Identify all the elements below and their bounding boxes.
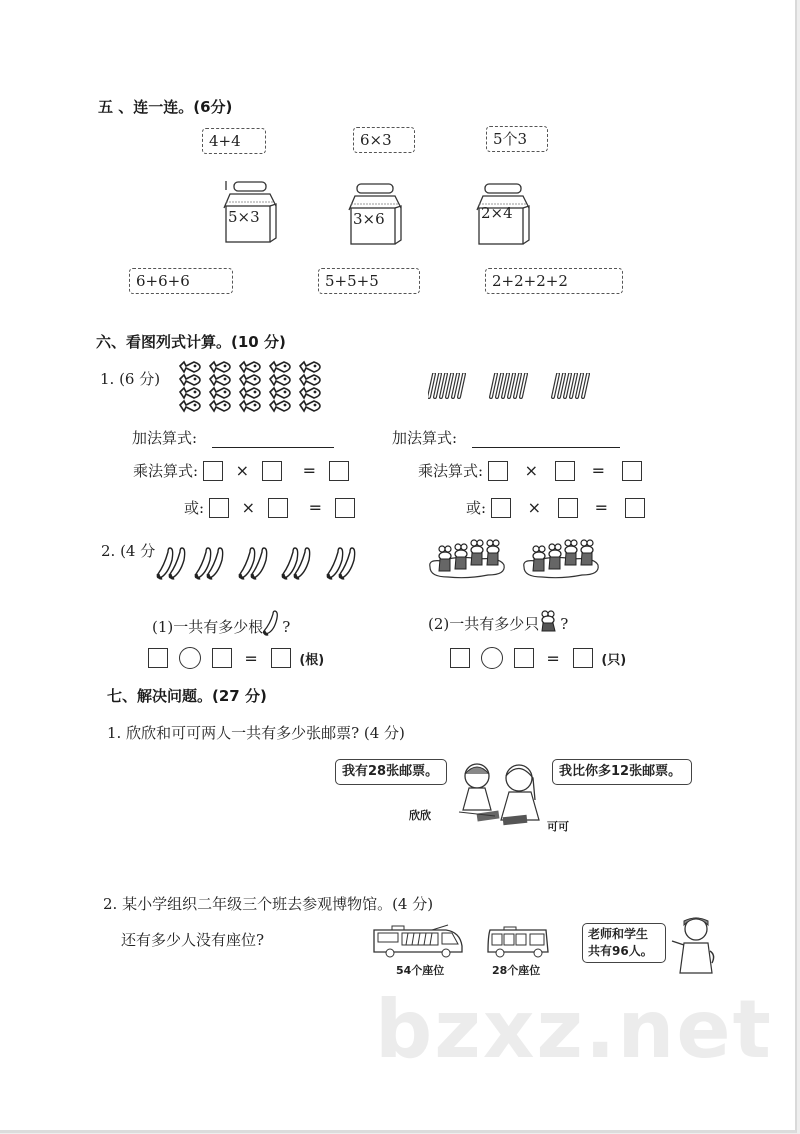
house-label: 5×3 (228, 208, 260, 226)
teacher-speech-bubble (582, 923, 666, 963)
addition-label: 加法算式: (392, 429, 458, 447)
answer-box[interactable] (514, 648, 534, 668)
frog-picture (428, 537, 618, 585)
bus-small (486, 926, 552, 962)
sticks-picture (428, 373, 608, 403)
sub-question-1-text: (1)一共有多少根 (152, 618, 264, 636)
bus-large (372, 924, 464, 962)
multiplication-row-right (418, 460, 642, 481)
bus-icon (486, 926, 552, 958)
addition-answer-line[interactable] (212, 433, 334, 448)
answer-box[interactable] (573, 648, 593, 668)
operator-circle[interactable] (481, 647, 503, 669)
house-label: 2×4 (481, 204, 513, 222)
answer-box[interactable] (262, 461, 282, 481)
addition-row-right (392, 427, 620, 448)
or-label: 或: (184, 499, 205, 517)
bus-icon (372, 924, 464, 958)
answer-box[interactable] (209, 498, 229, 518)
match-card-top-3[interactable]: 5个3 (486, 126, 548, 152)
stick-icon (429, 374, 588, 397)
answer-box[interactable] (555, 461, 575, 481)
addition-answer-line[interactable] (472, 433, 620, 448)
corn-icon (157, 548, 354, 578)
or-row-left (184, 497, 355, 518)
watermark-text: bzxz.net (375, 983, 773, 1076)
section-5-title: 五 、连一连。(6分) (98, 98, 233, 116)
bubble-line-1: 老师和学生 (588, 927, 649, 941)
question-7-2: 2. 某小学组织二年级三个班去参观博物馆。(4 分) (103, 895, 434, 913)
addition-row-left (132, 427, 334, 448)
sub-question-2 (428, 610, 568, 634)
house-2[interactable] (347, 182, 403, 246)
operator-circle[interactable] (179, 647, 201, 669)
question-mark: ? (560, 615, 569, 633)
answer-box[interactable] (148, 648, 168, 668)
times-sign: × (524, 461, 539, 480)
equals-sign: = (594, 498, 608, 517)
sub-question-1 (152, 610, 290, 637)
fish-icon (180, 362, 320, 411)
answer-box[interactable] (329, 461, 349, 481)
answer-box[interactable] (450, 648, 470, 668)
question-mark: ? (282, 618, 291, 636)
answer-box[interactable] (212, 648, 232, 668)
question-7-1: 1. 欣欣和可可两人一共有多少张邮票? (4 分) (107, 724, 405, 742)
or-label: 或: (466, 499, 487, 517)
name-keke: 可可 (547, 820, 569, 833)
answer-box[interactable] (625, 498, 645, 518)
match-card-bottom-1[interactable]: 6+6+6 (129, 268, 233, 294)
times-sign: × (235, 461, 250, 480)
multiplication-row-left (133, 460, 349, 481)
match-card-bottom-2[interactable]: 5+5+5 (318, 268, 420, 294)
section-7-title: 七、解决问题。(27 分) (107, 687, 267, 705)
equation-row-corn (148, 647, 324, 669)
times-sign: × (241, 498, 256, 517)
house-3[interactable] (475, 182, 531, 246)
answer-box[interactable] (622, 461, 642, 481)
equals-sign: = (591, 461, 605, 480)
equals-sign: = (308, 498, 322, 517)
equals-sign: = (244, 648, 258, 668)
multiplication-label: 乘法算式: (133, 462, 199, 480)
equals-sign: = (302, 461, 316, 480)
addition-label: 加法算式: (132, 429, 198, 447)
section-6-title: 六、看图列式计算。(10 分) (96, 333, 286, 351)
bus-large-caption: 54个座位 (396, 964, 445, 977)
speech-bubble-xinxin: 我有28张邮票。 (335, 759, 447, 785)
frog-icon (539, 610, 557, 632)
match-card-bottom-3[interactable]: 2+2+2+2 (485, 268, 623, 294)
or-row-right (466, 497, 645, 518)
equals-sign: = (546, 648, 560, 668)
corn-picture (156, 546, 366, 586)
question-6-2-label: 2. (4 分 (101, 542, 156, 560)
teacher-illustration (668, 915, 720, 979)
answer-box[interactable] (335, 498, 355, 518)
frog-icon (430, 540, 598, 578)
bus-small-caption: 28个座位 (492, 964, 541, 977)
answer-box[interactable] (271, 648, 291, 668)
name-xinxin: 欣欣 (409, 809, 431, 822)
match-card-top-2[interactable]: 6×3 (353, 127, 415, 153)
equation-row-frog (450, 647, 626, 669)
multiplication-label: 乘法算式: (418, 462, 484, 480)
answer-box[interactable] (558, 498, 578, 518)
speech-bubble-keke: 我比你多12张邮票。 (552, 759, 692, 785)
answer-box[interactable] (491, 498, 511, 518)
match-card-top-1[interactable]: 4+4 (202, 128, 266, 154)
fish-picture (176, 360, 326, 420)
answer-box[interactable] (203, 461, 223, 481)
question-6-1-label: 1. (6 分) (100, 370, 161, 388)
unit-label: (只) (601, 652, 627, 668)
question-7-2-prompt: 还有多少人没有座位? (121, 931, 265, 949)
times-sign: × (527, 498, 542, 517)
corn-icon (263, 610, 279, 636)
house-label: 3×6 (353, 210, 385, 228)
bubble-line-2: 共有96人。 (588, 944, 653, 958)
answer-box[interactable] (488, 461, 508, 481)
unit-label: (根) (299, 652, 325, 668)
house-1[interactable] (222, 180, 278, 244)
sub-question-2-text: (2)一共有多少只 (428, 615, 540, 633)
answer-box[interactable] (268, 498, 288, 518)
teacher-icon (668, 915, 720, 975)
